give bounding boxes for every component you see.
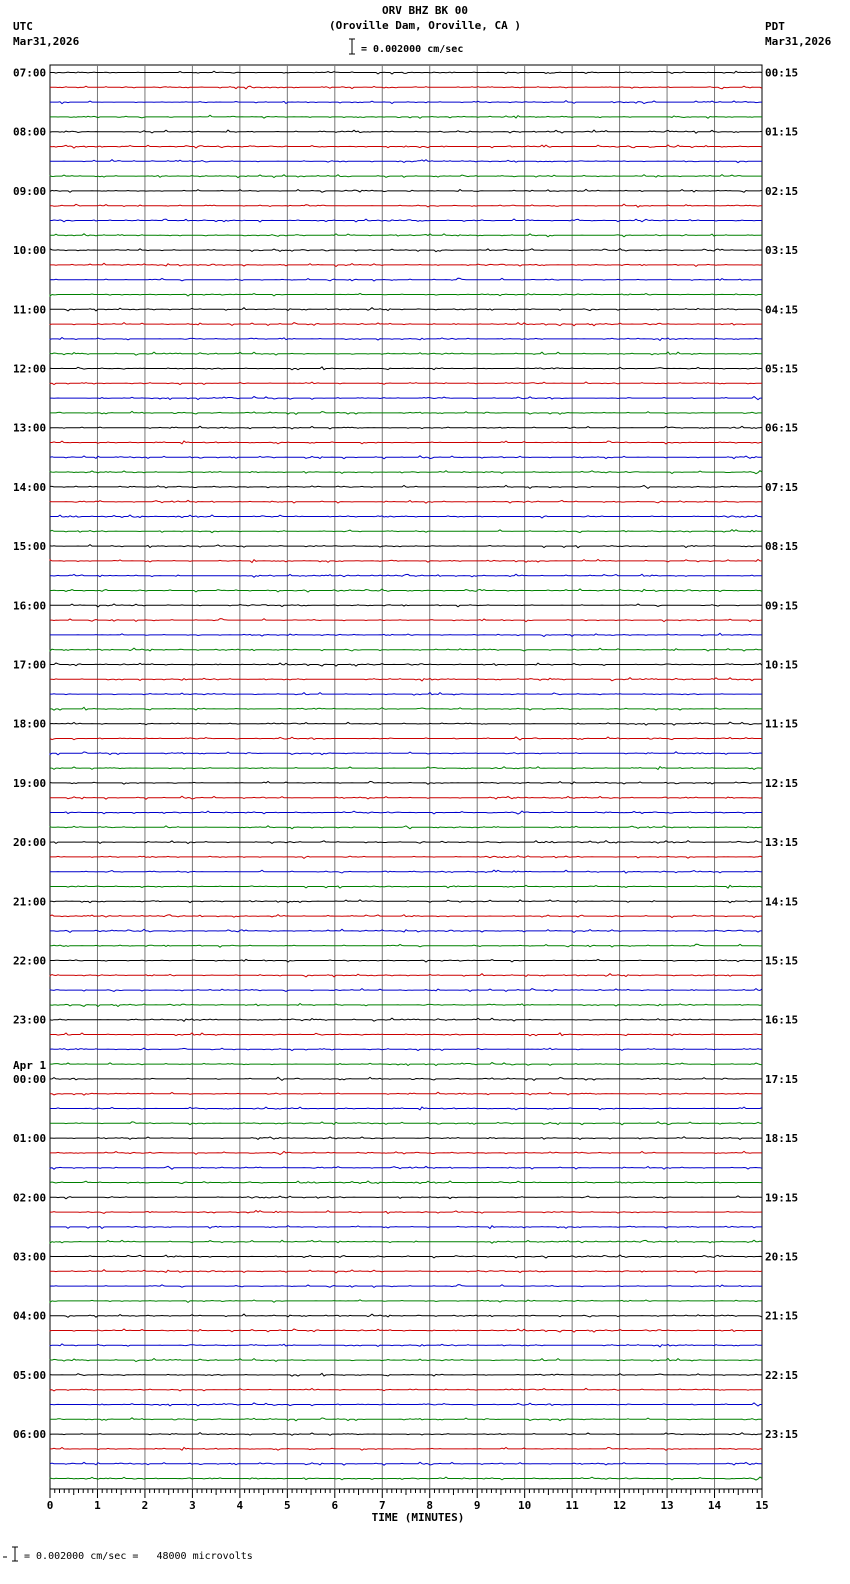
pdt-hour-label: 07:15 xyxy=(765,480,799,494)
seismic-trace xyxy=(50,1226,762,1229)
pdt-hour-label: 02:15 xyxy=(765,184,799,198)
seismic-trace xyxy=(50,619,762,622)
seismic-trace xyxy=(50,767,762,770)
utc-hour-label: 17:00 xyxy=(13,658,47,672)
utc-date-label: Mar31,2026 xyxy=(13,35,80,48)
x-tick-label: 2 xyxy=(141,1499,149,1512)
seismic-trace xyxy=(50,1137,762,1140)
seismic-trace xyxy=(50,1063,762,1066)
utc-hour-label: 21:00 xyxy=(13,895,47,909)
seismic-trace xyxy=(50,737,762,740)
seismic-trace xyxy=(50,545,762,548)
pdt-hour-label: 10:15 xyxy=(765,658,799,672)
seismic-trace xyxy=(50,1107,762,1110)
pdt-hour-label: 22:15 xyxy=(765,1368,799,1382)
utc-hour-label: 13:00 xyxy=(13,421,47,435)
pdt-hour-label: 11:15 xyxy=(765,717,799,731)
x-tick-label: 1 xyxy=(94,1499,101,1512)
x-tick-label: 7 xyxy=(378,1499,386,1512)
seismic-trace xyxy=(50,693,762,696)
seismic-trace xyxy=(50,219,762,222)
seismic-trace xyxy=(50,456,762,459)
pdt-hour-label: 06:15 xyxy=(765,421,799,435)
seismic-trace xyxy=(50,1255,762,1258)
seismic-trace xyxy=(50,900,762,903)
pdt-hour-label: 09:15 xyxy=(765,599,799,613)
seismic-trace xyxy=(50,130,762,133)
pdt-hour-label: 01:15 xyxy=(765,125,799,139)
footer-scale-note: = 0.002000 cm/sec = 48000 microvolts xyxy=(24,1551,253,1562)
pdt-date-label: Mar31,2026 xyxy=(765,35,832,48)
pdt-hour-label: 12:15 xyxy=(765,776,799,790)
seismic-trace xyxy=(50,1388,762,1391)
seismic-trace xyxy=(50,663,762,666)
seismic-trace xyxy=(50,234,762,237)
seismic-trace xyxy=(50,841,762,844)
x-tick-label: 12 xyxy=(612,1499,627,1512)
seismic-trace xyxy=(50,1462,762,1465)
seismic-trace xyxy=(50,1344,762,1347)
utc-hour-label: 23:00 xyxy=(13,1013,47,1027)
utc-hour-label: 05:00 xyxy=(13,1368,47,1382)
seismic-trace xyxy=(50,929,762,932)
scale-value-label: = 0.002000 cm/sec xyxy=(361,44,464,55)
seismic-trace xyxy=(50,367,762,370)
seismic-trace xyxy=(50,1122,762,1125)
seismic-trace xyxy=(50,959,762,962)
seismic-trace xyxy=(50,115,762,118)
pdt-hour-label: 08:15 xyxy=(765,540,799,554)
x-tick-label: 0 xyxy=(46,1499,54,1512)
seismic-trace xyxy=(50,1270,762,1273)
seismic-trace xyxy=(50,989,762,992)
pdt-hour-label: 03:15 xyxy=(765,244,799,258)
utc-hour-label: 10:00 xyxy=(13,244,47,258)
pdt-hour-label: 00:15 xyxy=(765,66,799,80)
seismic-trace xyxy=(50,1077,762,1080)
utc-hour-label: 06:00 xyxy=(13,1428,47,1442)
seismic-trace xyxy=(50,1314,762,1317)
seismic-trace xyxy=(50,826,762,829)
x-tick-label: 8 xyxy=(426,1499,434,1512)
seismic-trace xyxy=(50,1359,762,1362)
seismic-trace xyxy=(50,101,762,104)
seismic-trace xyxy=(50,870,762,873)
seismic-trace xyxy=(50,1181,762,1184)
utc-hour-label: 09:00 xyxy=(13,184,47,198)
utc-hour-label: 16:00 xyxy=(13,599,47,613)
utc-zone-label: UTC xyxy=(13,20,33,33)
utc-hour-label: 03:00 xyxy=(13,1250,47,1264)
seismic-trace xyxy=(50,338,762,341)
utc-hour-label: 11:00 xyxy=(13,303,47,317)
seismic-trace xyxy=(50,722,762,725)
date-change-label: Apr 1 xyxy=(13,1058,47,1072)
seismic-trace xyxy=(50,1418,762,1421)
seismic-trace xyxy=(50,1447,762,1450)
seismic-trace xyxy=(50,560,762,563)
seismic-trace xyxy=(50,974,762,977)
x-tick-label: 11 xyxy=(565,1499,579,1512)
pdt-hour-label: 14:15 xyxy=(765,895,799,909)
x-tick-label: 5 xyxy=(284,1499,291,1512)
seismic-trace xyxy=(50,189,762,192)
utc-hour-label: 02:00 xyxy=(13,1191,47,1205)
footer-scale-bar-icon xyxy=(1,1544,21,1564)
seismic-trace xyxy=(50,323,762,326)
seismic-trace xyxy=(50,1151,762,1154)
seismic-trace xyxy=(50,1285,762,1288)
pdt-hour-label: 20:15 xyxy=(765,1250,799,1264)
utc-hour-label: 04:00 xyxy=(13,1309,47,1323)
utc-hour-label: 20:00 xyxy=(13,836,47,850)
utc-hour-label: 12:00 xyxy=(13,362,47,376)
pdt-hour-label: 17:15 xyxy=(765,1072,799,1086)
seismic-trace xyxy=(50,485,762,488)
seismic-trace xyxy=(50,1166,762,1169)
utc-hour-label: 00:00 xyxy=(13,1072,47,1086)
x-tick-label: 15 xyxy=(755,1499,769,1512)
seismic-trace xyxy=(50,471,762,474)
seismic-trace xyxy=(50,707,762,710)
seismic-trace xyxy=(50,293,762,296)
seismic-trace xyxy=(50,1300,762,1303)
seismic-trace xyxy=(50,944,762,947)
x-tick-label: 6 xyxy=(331,1499,339,1512)
seismic-trace xyxy=(50,515,762,518)
seismic-trace xyxy=(50,500,762,503)
seismic-trace xyxy=(50,1033,762,1036)
location-subtitle: (Oroville Dam, Oroville, CA ) xyxy=(328,19,522,32)
seismic-trace xyxy=(50,308,762,311)
seismic-trace xyxy=(50,426,762,429)
seismic-trace xyxy=(50,1092,762,1095)
pdt-hour-label: 13:15 xyxy=(765,836,799,850)
seismic-trace xyxy=(50,1433,762,1436)
utc-hour-label: 19:00 xyxy=(13,776,47,790)
seismic-trace xyxy=(50,648,762,651)
pdt-hour-label: 19:15 xyxy=(765,1191,799,1205)
x-tick-label: 4 xyxy=(236,1499,244,1512)
utc-hour-label: 01:00 xyxy=(13,1132,47,1146)
pdt-hour-label: 04:15 xyxy=(765,303,799,317)
utc-hour-label: 15:00 xyxy=(13,540,47,554)
utc-hour-label: 08:00 xyxy=(13,125,47,139)
seismic-trace xyxy=(50,71,762,74)
x-tick-label: 14 xyxy=(707,1499,722,1512)
seismic-trace xyxy=(50,1048,762,1050)
seismic-trace xyxy=(50,145,762,148)
seismic-trace xyxy=(50,1329,762,1332)
plot-frame xyxy=(50,65,762,1489)
seismic-trace xyxy=(50,249,762,252)
seismic-trace xyxy=(50,441,762,444)
seismic-trace xyxy=(50,752,762,755)
seismic-trace xyxy=(50,175,762,178)
seismic-trace xyxy=(50,796,762,799)
seismic-trace xyxy=(50,263,762,266)
seismic-trace xyxy=(50,589,762,592)
seismic-trace xyxy=(50,856,762,859)
seismic-trace xyxy=(50,382,762,385)
seismic-trace xyxy=(50,278,762,281)
seismic-trace xyxy=(50,1004,762,1007)
seismic-trace xyxy=(50,530,762,533)
seismic-trace xyxy=(50,1403,762,1406)
pdt-hour-label: 18:15 xyxy=(765,1132,799,1146)
x-tick-label: 13 xyxy=(660,1499,674,1512)
seismic-trace xyxy=(50,604,762,607)
seismic-trace xyxy=(50,1477,762,1480)
seismic-trace xyxy=(50,1018,762,1021)
seismic-trace xyxy=(50,1211,762,1214)
seismic-trace xyxy=(50,397,762,400)
pdt-hour-label: 23:15 xyxy=(765,1428,799,1442)
utc-hour-label: 14:00 xyxy=(13,480,47,494)
x-tick-label: 10 xyxy=(518,1499,532,1512)
seismic-trace xyxy=(50,411,762,414)
seismic-trace xyxy=(50,811,762,814)
pdt-hour-label: 05:15 xyxy=(765,362,799,376)
x-axis-label: TIME (MINUTES) xyxy=(371,1511,465,1524)
seismic-trace xyxy=(50,352,762,355)
pdt-hour-label: 16:15 xyxy=(765,1013,799,1027)
station-title: ORV BHZ BK 00 xyxy=(381,4,469,17)
seismic-trace xyxy=(50,1373,762,1376)
pdt-hour-label: 15:15 xyxy=(765,954,799,968)
seismic-trace xyxy=(50,1240,762,1243)
utc-hour-label: 07:00 xyxy=(13,66,47,80)
seismic-trace xyxy=(50,574,762,577)
seismic-trace xyxy=(50,204,762,207)
seismic-trace xyxy=(50,781,762,784)
seismic-trace xyxy=(50,678,762,681)
seismic-trace xyxy=(50,915,762,918)
seismic-trace xyxy=(50,160,762,163)
pdt-hour-label: 21:15 xyxy=(765,1309,799,1323)
seismic-trace xyxy=(50,633,762,636)
seismic-trace xyxy=(50,1196,762,1199)
seismic-trace xyxy=(50,86,762,89)
x-tick-label: 9 xyxy=(473,1499,481,1512)
utc-hour-label: 18:00 xyxy=(13,717,47,731)
utc-hour-label: 22:00 xyxy=(13,954,47,968)
x-tick-label: 3 xyxy=(189,1499,196,1512)
pdt-zone-label: PDT xyxy=(765,20,785,33)
seismic-trace xyxy=(50,885,762,888)
